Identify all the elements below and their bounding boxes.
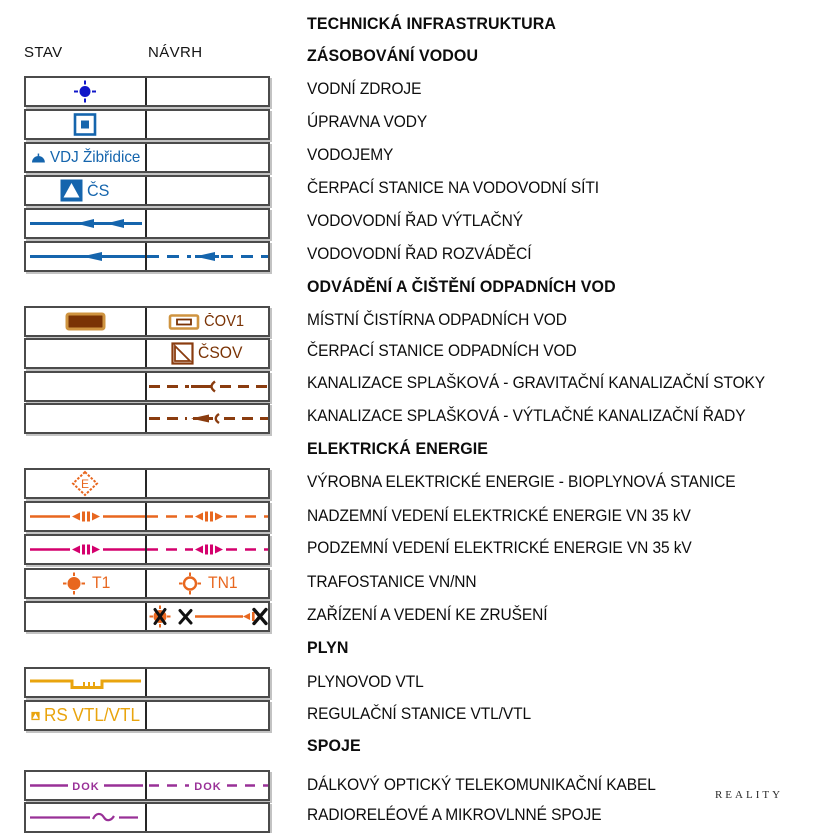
wwtp-label: ČOV1 [204,312,245,330]
legend-row-cerpaci-stanice-voda [24,175,270,206]
legend-row-trafostanice [24,568,270,599]
stav-cell [26,603,147,630]
navrh-cell [147,470,268,497]
stav-cell [26,503,147,530]
dok-label-proposed: DOK [194,781,222,793]
legend-row-mistni-cistirna [24,306,270,337]
stav-cell [26,144,147,171]
legend-row-vodni-zdroje [24,76,270,107]
pressure-water-main-line [26,210,145,237]
label-radiorelove-spoje: RADIORELÉOVÉ A MIKROVLNNÉ SPOJE [307,806,602,824]
navrh-cell [147,603,268,630]
navrh-cell [147,669,268,696]
overhead-power-line-solid [26,503,145,530]
stav-cell [26,308,147,335]
column-header-stav: STAV [24,44,63,61]
label-rad-rozvadeci: VODOVODNÍ ŘAD ROZVÁDĚCÍ [307,245,532,263]
water-source-icon [26,78,145,105]
logo-subtitle: REALITY [714,789,784,801]
radio-relay-line [26,804,145,831]
navrh-cell [147,804,268,831]
navrh-cell [147,373,268,400]
column-header-navrh: NÁVRH [148,44,203,61]
stav-cell [26,702,147,729]
label-trafostanice: TRAFOSTANICE VN/NN [307,573,477,591]
optical-cable-solid-line [26,772,145,799]
navrh-cell [147,308,268,335]
legend-row-plynovod-vtl [24,667,270,698]
label-zarizeni-ke-zruseni: ZAŘÍZENÍ A VEDENÍ KE ZRUŠENÍ [307,606,548,624]
label-kanalizace-gravitacni: KANALIZACE SPLAŠKOVÁ - GRAVITAČNÍ KANALIZAČNÍ STOKY [307,374,766,392]
sewage-pump-label: ČSOV [197,344,243,362]
dok-label: DOK [72,781,100,793]
navrh-cell [147,503,268,530]
logo-text: PLT [706,743,792,792]
stav-cell [26,177,147,204]
pumping-station-label: ČS [87,180,110,200]
stav-cell [26,405,147,432]
navrh-cell [147,702,268,729]
legend-row-podzemni-vedeni [24,534,270,565]
label-rad-vytlacny: VODOVODNÍ ŘAD VÝTLAČNÝ [307,212,523,230]
legend-row-vyrobna-energie [24,468,270,499]
stav-cell [26,340,147,367]
label-vodni-zdroje: VODNÍ ZDROJE [307,80,422,98]
gravity-sewer-dashed-line [147,373,268,400]
label-opticky-kabel: DÁLKOVÝ OPTICKÝ TELEKOMUNIKAČNÍ KABEL [307,776,656,794]
stav-cell [26,373,147,400]
wwtp-proposed-icon [168,313,200,331]
sewage-pump-station-icon [171,342,194,365]
label-podzemni-vedeni: PODZEMNÍ VEDENÍ ELEKTRICKÉ ENERGIE VN 35 kV [307,539,692,557]
label-cerpaci-stanice-odpad: ČERPACÍ STANICE ODPADNÍCH VOD [307,342,577,360]
reservoir-label: VDJ Žibřidice [49,148,141,166]
navrh-cell [147,772,268,799]
label-upravna-vody: ÚPRAVNA VODY [307,113,428,131]
legend-row-zarizeni-ke-zruseni [24,601,270,632]
label-regulacni-stanice: REGULAČNÍ STANICE VTL/VTL [307,705,532,723]
stav-cell [26,78,147,105]
legend-row-upravna-vody [24,109,270,140]
overhead-power-line-dashed [147,503,268,530]
gas-regulation-station-icon [31,704,40,728]
label-cerpaci-stanice-voda: ČERPACÍ STANICE NA VODOVODNÍ SÍTI [307,179,599,197]
distribution-water-main-solid-line [26,243,145,270]
legend-row-kanalizace-vytlacne [24,403,270,434]
legend-row-vodovodni-rad-rozvadeci [24,241,270,272]
water-treatment-icon [26,111,145,138]
gas-pipeline-vtl-line [26,669,145,696]
transformer-label: T1 [91,574,111,592]
section-title-technicka-infrastruktura: TECHNICKÁ INFRASTRUKTURA [307,14,557,33]
navrh-cell [147,111,268,138]
legend-row-vodojemy [24,142,270,173]
underground-power-line-solid [26,536,145,563]
biogas-e-label: E [80,477,90,491]
stav-cell [26,772,147,799]
navrh-cell [147,78,268,105]
section-title-zasobovani-vodou: ZÁSOBOVÁNÍ VODOU [307,46,479,65]
stav-cell [26,243,147,270]
water-reservoir-icon [31,146,46,170]
stav-cell [26,210,147,237]
wwtp-existing-icon [26,308,145,335]
transformer-existing-icon [60,570,88,597]
plt-reality-logo [684,743,814,801]
navrh-cell [147,536,268,563]
stav-cell [26,111,147,138]
demolition-line-icon [147,603,268,630]
label-mistni-cistirna: MÍSTNÍ ČISTÍRNA ODPADNÍCH VOD [307,311,567,329]
label-kanalizace-vytlacne: KANALIZACE SPLAŠKOVÁ - VÝTLAČNÉ KANALIZAČNÍ ŘADY [307,407,746,425]
legend-row-opticky-kabel [24,770,270,801]
label-vyrobna-energie: VÝROBNA ELEKTRICKÉ ENERGIE - BIOPLYNOVÁ STANICE [307,473,736,491]
navrh-cell [147,210,268,237]
navrh-cell [147,243,268,270]
optical-cable-dashed-line [147,772,268,799]
navrh-cell [147,177,268,204]
section-title-spoje: SPOJE [307,736,361,755]
distribution-water-main-dashed-line [147,243,268,270]
navrh-cell [147,570,268,597]
legend-row-nadzemni-vedeni [24,501,270,532]
section-title-elektricka-energie: ELEKTRICKÁ ENERGIE [307,439,489,458]
legend-row-radiorelove-spoje [24,802,270,833]
transformer-proposed-icon [176,570,204,597]
label-vodojemy: VODOJEMY [307,146,394,164]
stav-cell [26,536,147,563]
biogas-plant-icon [26,470,145,497]
label-plynovod-vtl: PLYNOVOD VTL [307,673,424,691]
stav-cell [26,669,147,696]
gas-station-label: RS VTL/VTL [43,705,140,725]
legend-row-kanalizace-gravitacni [24,371,270,402]
stav-cell [26,804,147,831]
navrh-cell [147,340,268,367]
navrh-cell [147,405,268,432]
stav-cell [26,470,147,497]
section-title-odvadeni: ODVÁDĚNÍ A ČIŠTĚNÍ ODPADNÍCH VOD [307,277,616,296]
underground-power-line-dashed [147,536,268,563]
legend-row-cerpaci-stanice-odpad [24,338,270,369]
section-title-plyn: PLYN [307,638,349,657]
navrh-cell [147,144,268,171]
stav-cell [26,570,147,597]
pressure-sewer-dashed-line [147,405,268,432]
label-nadzemni-vedeni: NADZEMNÍ VEDENÍ ELEKTRICKÉ ENERGIE VN 35 kV [307,507,691,525]
water-pumping-station-icon [60,179,83,202]
legend-row-regulacni-stanice [24,700,270,731]
transformer-proposed-label: TN1 [207,574,238,592]
legend-row-vodovodni-rad-vytlacny [24,208,270,239]
